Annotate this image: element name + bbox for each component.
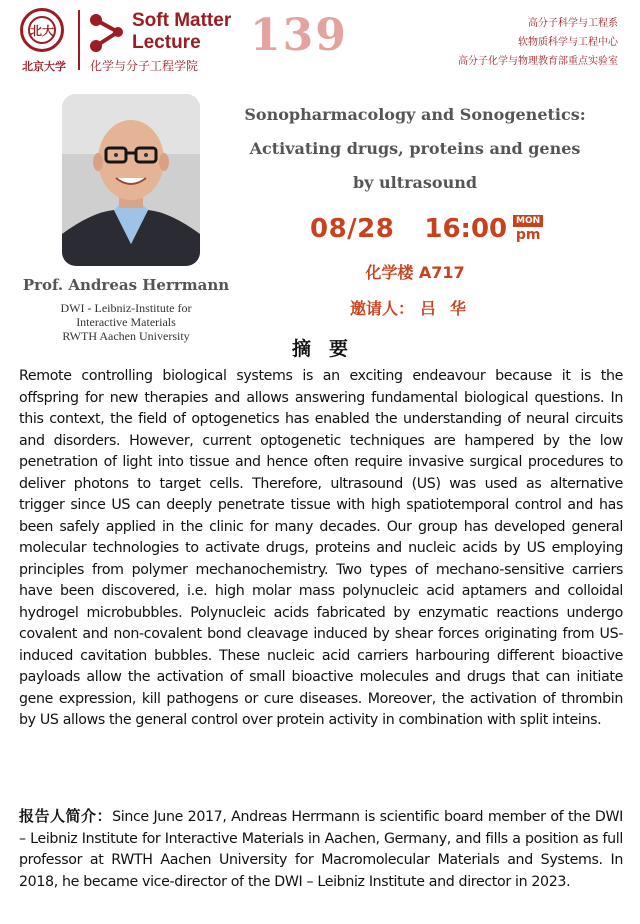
talk-date: 08/28: [310, 214, 395, 244]
affiliation-line: RWTH Aachen University: [62, 329, 190, 343]
affiliation-line: DWI - Leibniz-Institute for: [60, 301, 192, 315]
talk-title-line: Sonopharmacology and Sonogenetics:: [244, 105, 586, 124]
university-seal-inner: 北大: [28, 16, 56, 44]
college-name: 化学与分子工程学院: [90, 59, 199, 73]
university-seal-logo: [20, 8, 64, 52]
ampm-label: pm: [515, 227, 541, 243]
host-label: 邀请人：: [349, 299, 414, 318]
series-title: [132, 10, 231, 54]
weekday-badge: [513, 215, 543, 243]
lecture-number: 139: [250, 10, 348, 61]
abstract-text: Remote controlling biological systems is an exciting endeavour because it is the offspring for new therapies and allows answering fundamental biological questions. In this context, the field of optogenetics has enabled the understanding of neural circuits and disorders. However, current optogenetic techniques are hampered by the low penetration of light into tissue and hence often require invasive surgical procedures to deliver photons to target cells. Therefore, ultrasound (US) was used as alternative trigger since US can deeply penetrate tissue with high spatiotemporal control and has been safely applied in the clinic for many decades. Our group has developed general molecular technologies to activate drugs, proteins and nucleic acids by US employing principles from polymer mechanochemistry. Two types of mechano-sensitive carriers have been discovered, i.e. high molar mass polynucleic acid aptamers and colloidal hydrogel microbubbles. Polynucleic acids fabricated by enzymatic reactions undergo covalent and non-covalent bond cleavage induced by shear forces originating from US-induced cavitation bubbles. These nucleic acid carriers harbouring different bioactive payloads allow the activation of small bioactive molecules and drugs that can initiate gene expression, kill pathogens or cure diseases. Moreover, the activation of thrombin by US allows the general control over protein activity in combination with split inteins.: [19, 368, 623, 728]
talk-datetime: [310, 212, 543, 246]
speaker-portrait-illustration: [62, 94, 200, 266]
host-name: 吕华: [420, 299, 481, 318]
organizers-list: [458, 14, 618, 71]
talk-title-line: by ultrasound: [352, 173, 478, 192]
organizer-item: 高分子化学与物理教育部重点实验室: [458, 56, 618, 67]
talk-host: [232, 296, 598, 319]
speaker-bio: [19, 806, 623, 893]
organizer-item: 软物质科学与工程中心: [518, 37, 618, 48]
talk-venue: 化学楼 A717: [365, 263, 465, 282]
molecule-icon: [88, 12, 126, 56]
series-title-line1: Soft Matter: [132, 10, 232, 31]
talk-title: [232, 98, 598, 200]
organizer-item: 高分子科学与工程系: [528, 18, 618, 29]
bio-text: Since June 2017, Andreas Herrmann is scientific board member of the DWI – Leibniz Institute for Interactive Materials in Aachen, Germany, and fills a position as full professor at RWTH Aachen University for Macromolecular Materials and Systems. In 2018, he became vice-director of the DWI – Leibniz Institute and director in 2023.: [19, 809, 623, 890]
talk-title-line: Activating drugs, proteins and genes: [249, 139, 581, 158]
talk-time: 16:00: [424, 214, 508, 244]
speaker-name: Prof. Andreas Herrmann: [22, 276, 230, 294]
series-title-line2: Lecture: [132, 32, 201, 53]
header-divider: [78, 10, 80, 70]
weekday-label: MON: [513, 215, 543, 227]
university-name: 北京大学: [22, 60, 66, 73]
abstract-heading: 摘要: [291, 338, 366, 360]
affiliation-line: Interactive Materials: [76, 315, 176, 329]
bio-label: 报告人简介：: [19, 807, 113, 825]
speaker-photo: [62, 94, 200, 266]
